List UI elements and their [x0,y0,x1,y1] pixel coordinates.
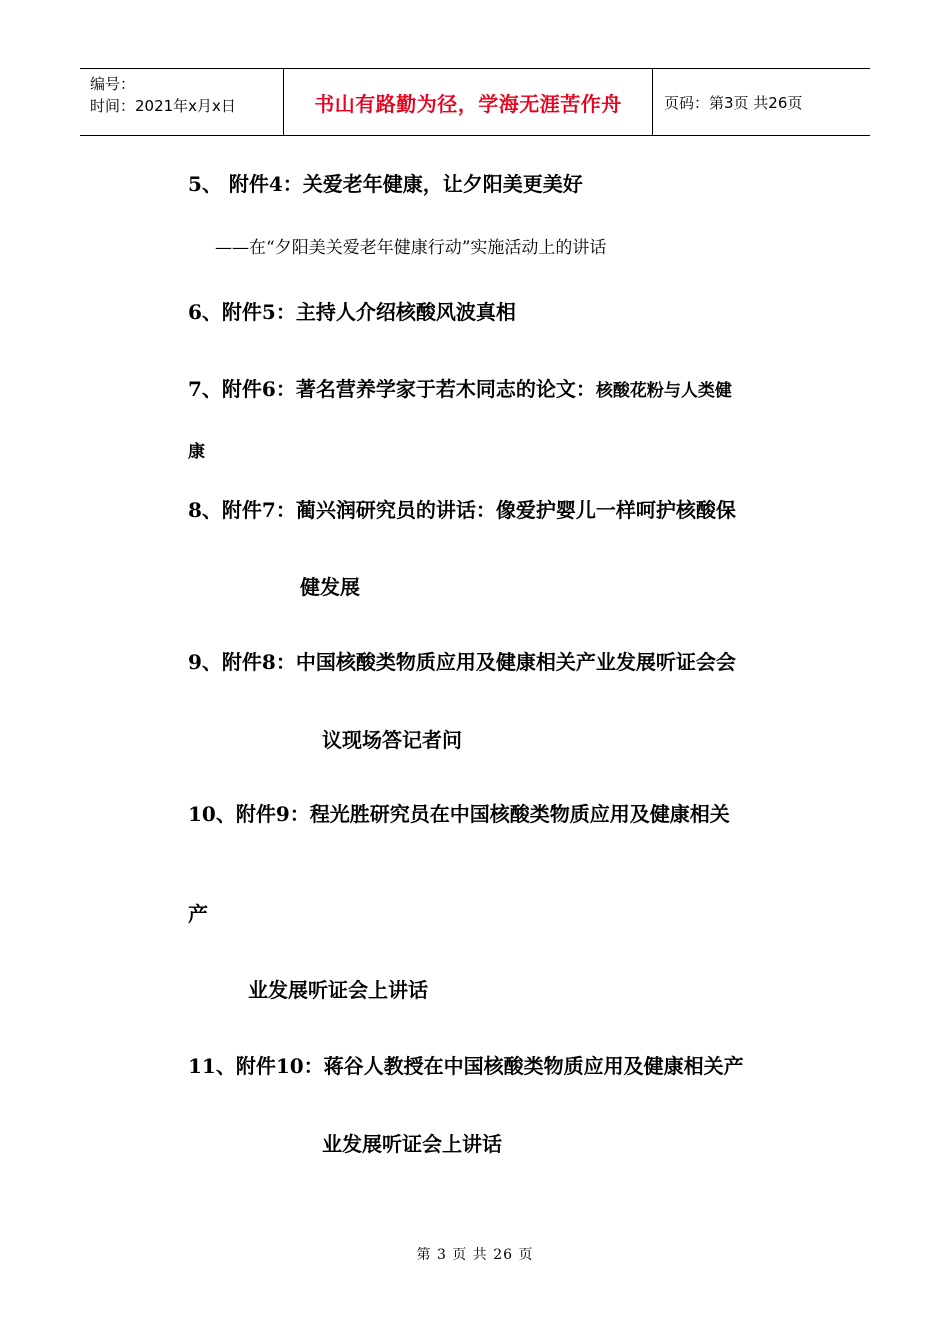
item-10-title: 10、附件9：程光胜研究员在中国核酸类物质应用及健康相关 [188,802,730,826]
item-7-continuation: 康 [188,442,205,462]
header-page-label: 页码：第3页 共26页 [664,93,803,112]
header-time-label: 时间：2021年x月x日 [90,97,236,115]
item-6-title: 6、附件5：主持人介绍核酸风波真相 [188,300,516,324]
item-8-title: 8、附件7：蔺兴润研究员的讲话：像爱护婴儿一样呵护核酸保 [188,498,736,522]
item-8-continuation: 健发展 [300,575,360,599]
page-header [80,68,870,136]
item-10-continuation-1: 产 [188,902,208,926]
item-7-title-tail: 核酸花粉与人类健 [595,381,732,401]
item-5-subtitle: ——在“夕阳美关爱老年健康行动”实施活动上的讲话 [215,238,607,258]
page-footer: 第 3 页 共 26 页 [416,1247,534,1263]
header-page-cell [653,69,870,135]
item-9-title: 9、附件8：中国核酸类物质应用及健康相关产业发展听证会会 [188,650,736,674]
item-7-title: 7、附件6：著名营养学家于若木同志的论文：核酸花粉与人类健 [188,377,732,401]
item-11-title: 11、附件10：蒋谷人教授在中国核酸类物质应用及健康相关产 [188,1054,744,1078]
header-motto-cell [283,69,653,135]
item-10-continuation-2: 业发展听证会上讲话 [248,978,428,1002]
item-11-continuation: 业发展听证会上讲话 [322,1132,502,1156]
item-9-continuation: 议现场答记者问 [322,728,462,752]
header-number-label: 编号： [90,75,136,93]
header-meta [80,69,283,135]
item-5-title: 5、 附件4：关爱老年健康，让夕阳美更美好 [188,172,583,196]
header-motto: 书山有路勤为径，学海无涯苦作舟 [314,91,622,116]
